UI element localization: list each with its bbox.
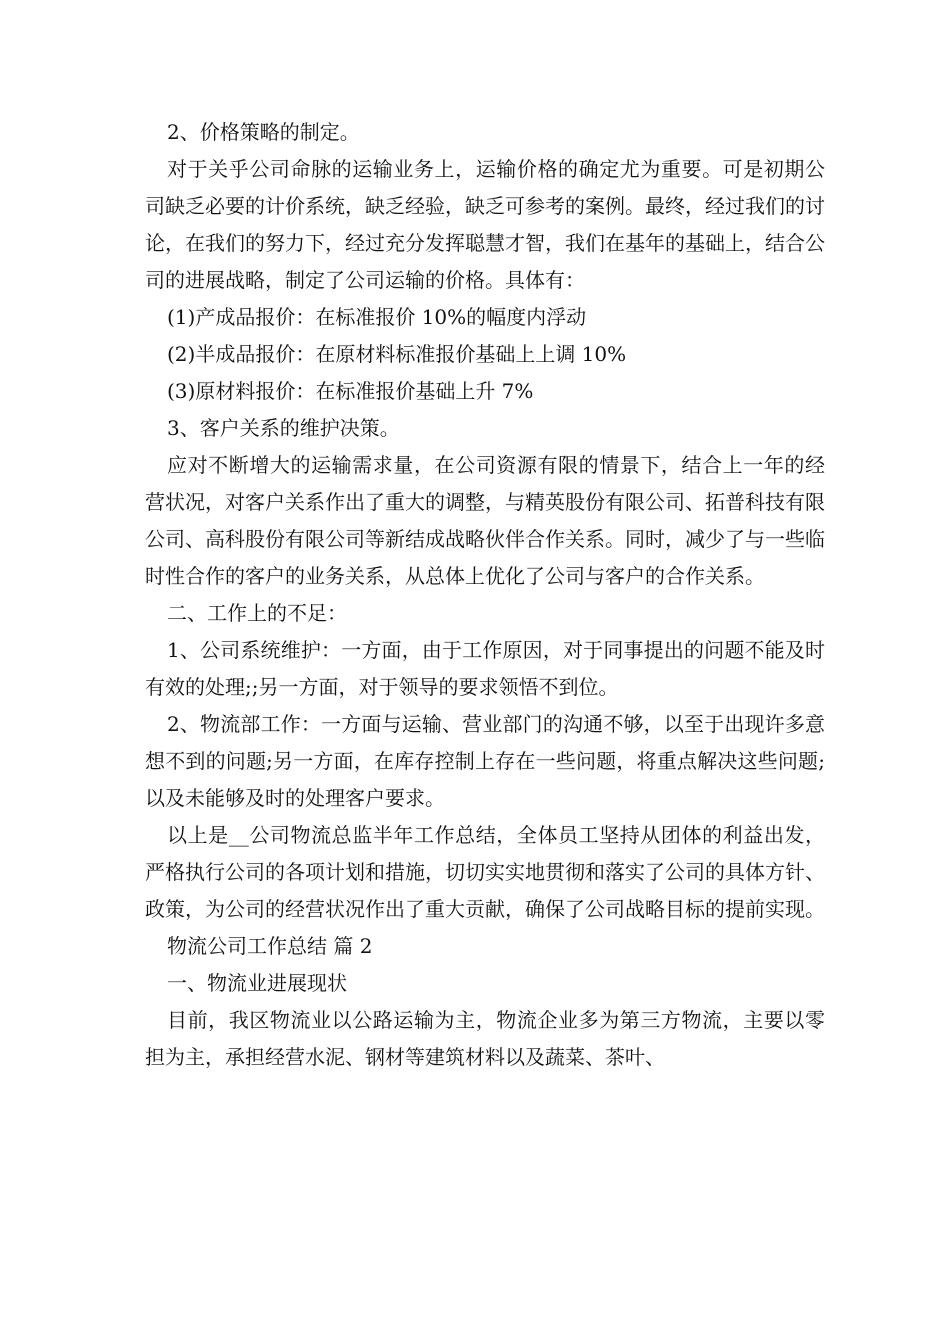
list-item-finished-goods: (1)产成品报价：在标准报价 10%的幅度内浮动 (167, 305, 587, 329)
paragraph-logistics-dept: 2、物流部工作：一方面与运输、营业部门的沟通不够，以至于出现许多意想不到的问题;另一方面，在库存控制上存在一些问题，将重点解决这些问题;以及未能够及时的处理客户要求。 (145, 712, 825, 810)
paragraph-industry-status: 目前，我区物流业以公路运输为主，物流企业多为第三方物流，主要以零担为主，承担经营水泥、钢材等建筑材料以及蔬菜、茶叶、 (145, 1008, 825, 1069)
heading-shortcomings: 二、工作上的不足： (167, 601, 347, 625)
paragraph-pricing-intro: 对于关乎公司命脉的运输业务上，运输价格的确定尤为重要。可是初期公司缺乏必要的计价系统，缺乏经验，缺乏可参考的案例。最终，经过我们的讨论，在我们的努力下，经过充分发挥聪慧才智，我们在基年的基础上，结合公司的进展战略，制定了公司运输的价格。具体有： (145, 157, 825, 292)
heading-customer-relations: 3、客户关系的维护决策。 (167, 416, 400, 440)
heading-industry-status: 一、物流业进展现状 (167, 971, 347, 995)
paragraph-system-maintenance: 1、公司系统维护：一方面，由于工作原因，对于同事提出的问题不能及时有效的处理;;另一方面，对于领导的要求领悟不到位。 (145, 638, 825, 699)
document-body (145, 114, 825, 1076)
list-item-semi-finished: (2)半成品报价：在原材料标准报价基础上上调 10% (167, 342, 627, 366)
section-title-part-2: 物流公司工作总结 篇 2 (167, 934, 373, 958)
paragraph-customer-relations: 应对不断增大的运输需求量，在公司资源有限的情景下，结合上一年的经营状况，对客户关系作出了重大的调整，与精英股份有限公司、拓普科技有限公司、高科股份有限公司等新结成战略伙伴合作关系。同时，减少了与一些临时性合作的客户的业务关系，从总体上优化了公司与客户的合作关系。 (145, 453, 825, 588)
heading-pricing-strategy: 2、价格策略的制定。 (167, 120, 360, 144)
list-item-raw-materials: (3)原材料报价：在标准报价基础上升 7% (167, 379, 534, 403)
paragraph-conclusion: 以上是__公司物流总监半年工作总结，全体员工坚持从团体的利益出发，严格执行公司的各项计划和措施，切切实实地贯彻和落实了公司的具体方针、政策，为公司的经营状况作出了重大贡献，确保了公司战略目标的提前实现。 (145, 823, 825, 921)
